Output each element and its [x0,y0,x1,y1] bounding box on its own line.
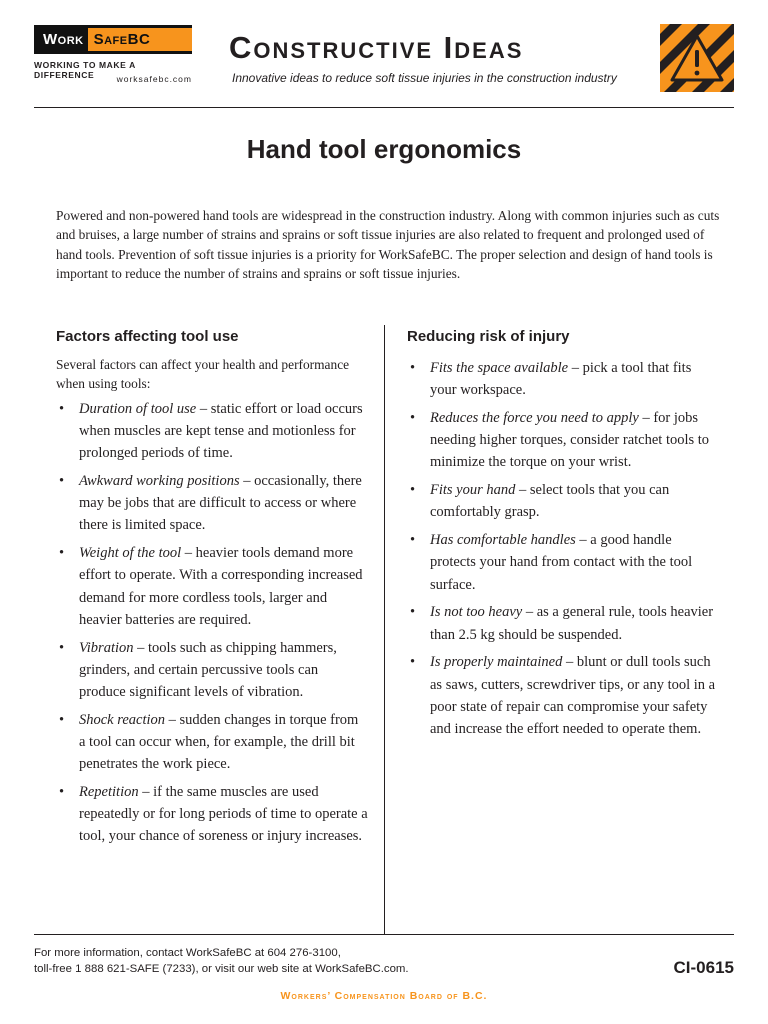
factors-list [56,398,368,848]
intro-paragraph: Powered and non-powered hand tools are widespread in the construction industry. Along with common injuries such as cuts and bruises, a large number of strains and sprains or soft tissue injuries are also related to frequent and prolonged used of hand tools. Prevention of soft tissue injuries is a priority for WorkSafeBC. The proper selection and design of hand tools is important to reduce the number of strains and sprains or soft tissue injuries. [56,208,720,282]
list-item-term: Is properly maintained [430,654,563,671]
list-item-term: Duration of tool use [79,400,197,417]
factors-lead: Several factors can affect your health and performance when using tools: [56,357,350,392]
list-item-text: – blunt or dull tools such as saws, cutters, screwdriver tips, or any tool in a poor state of repair can compromise your safety and increase the effort needed to operate them. [430,654,716,738]
list-item [407,529,717,596]
list-item-text: – occasionally, there may be jobs that are difficult to access or where there is limited space. [79,473,362,534]
footer-rule [34,934,734,935]
list-item-term: Fits the space available [430,360,569,376]
series-subtitle: Innovative ideas to reduce soft tissue injuries in the construction industry [232,71,617,85]
logo-work-text: Work [43,31,84,48]
header-rule [34,107,734,108]
list-item [56,709,368,776]
worksafebc-logo [34,25,192,54]
footer-contact [34,946,594,977]
list-item-text: – sudden changes in torque from a tool can occur when, for example, the drill bit penetrates the work piece. [79,711,359,773]
list-item-text: – if the same muscles are used repeatedly or for long periods of time to operate a tool, your chance of soreness or injury increases. [79,784,368,845]
list-item-term: Weight of the tool [79,545,182,562]
page-title: Hand tool ergonomics [246,134,522,164]
logo-safe-text: Safe [93,31,128,48]
footer-contact-line: toll-free 1 888 621-SAFE (7233), or visit our web site at WorkSafeBC.com. [34,962,409,975]
list-item-term: Shock reaction [79,711,166,728]
footer-contact-line: For more information, contact WorkSafeBC at 604 276-3100, [34,947,341,959]
document-code: CI-0615 [673,958,734,977]
list-item-term: Has comfortable handles [430,532,576,549]
logo-url: worksafebc.com [116,74,192,84]
list-item-text: – pick a tool that fits your workspace. [430,360,692,399]
column-divider [384,325,385,934]
list-item [56,781,368,848]
list-item [407,479,717,523]
series-title: Constructive Ideas [229,30,524,65]
list-item [56,542,368,631]
factors-column [56,328,368,853]
logo-tagline: WORKING TO MAKE A DIFFERENCE [34,60,136,80]
list-item [407,407,717,474]
list-item-term: Awkward working positions [79,473,240,490]
logo-safe-block [88,28,192,51]
logo-bc-text: BC [127,31,151,48]
list-item-text: – static effort or load occurs when muscles are kept tense and motionless for prolonged periods of time. [79,400,363,462]
list-item-text: – tools such as chipping hammers, grinders, and certain percussive tools can produce significant levels of vibration. [79,639,337,701]
list-item [56,637,368,704]
reducing-heading: Reducing risk of injury [407,328,570,345]
list-item-text: – heavier tools demand more effort to operate. With a corresponding increased demand for more cordless tools, larger and heavier batteries are required. [79,545,363,628]
list-item-text: – a good handle protects your hand from contact with the tool surface. [430,532,693,593]
list-item [56,470,368,537]
list-item-term: Vibration [79,639,134,656]
reducing-column [407,328,717,746]
list-item-text: – for jobs needing higher torques, consider ratchet tools to minimize the torque on your wrist. [430,410,710,471]
list-item [56,398,368,465]
factors-heading: Factors affecting tool use [56,328,239,345]
list-item [407,357,717,401]
list-item [407,651,717,740]
footer-board-name: Workers’ Compensation Board of B.C. [280,990,488,1002]
warning-triangle-icon [660,24,734,92]
list-item-text: – as a general rule, tools heavier than 2.5 kg should be suspended. [430,604,714,643]
list-item-term: Repetition [79,784,139,801]
list-item-text: – select tools that you can comfortably grasp. [430,482,670,521]
list-item [407,601,717,645]
list-item-term: Is not too heavy [430,604,523,621]
list-item-term: Reduces the force you need to apply [430,410,639,426]
list-item-term: Fits your hand [430,482,516,499]
reducing-list [407,357,717,740]
